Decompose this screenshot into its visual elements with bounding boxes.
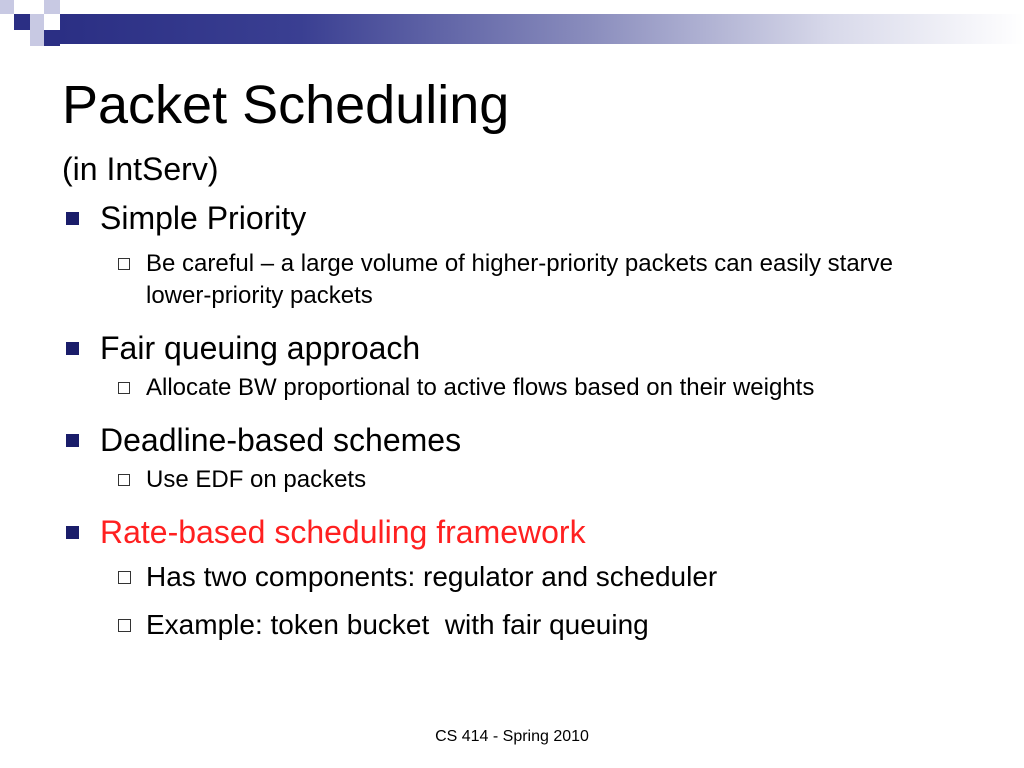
bullet-text: Simple Priority <box>100 200 307 236</box>
bullet-item <box>62 326 962 370</box>
square-bullet-icon <box>66 212 79 225</box>
footer-text: CS 414 - Spring 2010 <box>435 728 589 745</box>
header-square <box>44 30 60 46</box>
sub-bullet-item <box>62 372 962 404</box>
hollow-square-bullet-icon <box>118 382 130 394</box>
sub-bullet-item <box>62 606 962 644</box>
square-bullet-icon <box>66 434 79 447</box>
bullet-item <box>62 418 962 462</box>
slide-subtitle: (in IntServ) <box>62 151 219 187</box>
square-bullet-icon <box>66 526 79 539</box>
hollow-square-bullet-icon <box>118 619 131 632</box>
sub-bullet-item <box>62 248 962 312</box>
sub-bullet-text: Allocate BW proportional to active flows based on their weights <box>146 374 815 401</box>
hollow-square-bullet-icon <box>118 571 131 584</box>
header-square <box>14 14 30 30</box>
header-gradient-bar <box>60 14 1024 44</box>
header-square <box>44 14 60 30</box>
sub-bullet-text: Has two components: regulator and scheduler <box>146 561 718 592</box>
header-square <box>30 14 44 30</box>
bullet-item <box>62 510 962 554</box>
hollow-square-bullet-icon <box>118 474 130 486</box>
header-square <box>14 0 44 14</box>
sub-bullet-item <box>62 558 962 596</box>
square-bullet-icon <box>66 342 79 355</box>
header-square <box>44 0 60 14</box>
sub-bullet-text: Example: token bucket with fair queuing <box>146 609 649 640</box>
header-square <box>60 0 78 14</box>
slide-title: Packet Scheduling <box>62 75 510 135</box>
bullet-text: Deadline-based schemes <box>100 422 462 458</box>
header-square <box>30 30 44 46</box>
bullet-list <box>62 196 962 644</box>
bullet-text: Fair queuing approach <box>100 330 421 366</box>
hollow-square-bullet-icon <box>118 258 130 270</box>
header-square <box>0 0 14 14</box>
sub-bullet-item <box>62 464 962 496</box>
slide-footer <box>0 727 1024 747</box>
sub-bullet-text: Be careful – a large volume of higher-priority packets can easily starve lower-priority packets <box>146 250 894 309</box>
bullet-item <box>62 196 962 240</box>
sub-bullet-text: Use EDF on packets <box>146 466 367 493</box>
bullet-text-highlighted: Rate-based scheduling framework <box>100 514 586 550</box>
header-square <box>0 14 14 30</box>
